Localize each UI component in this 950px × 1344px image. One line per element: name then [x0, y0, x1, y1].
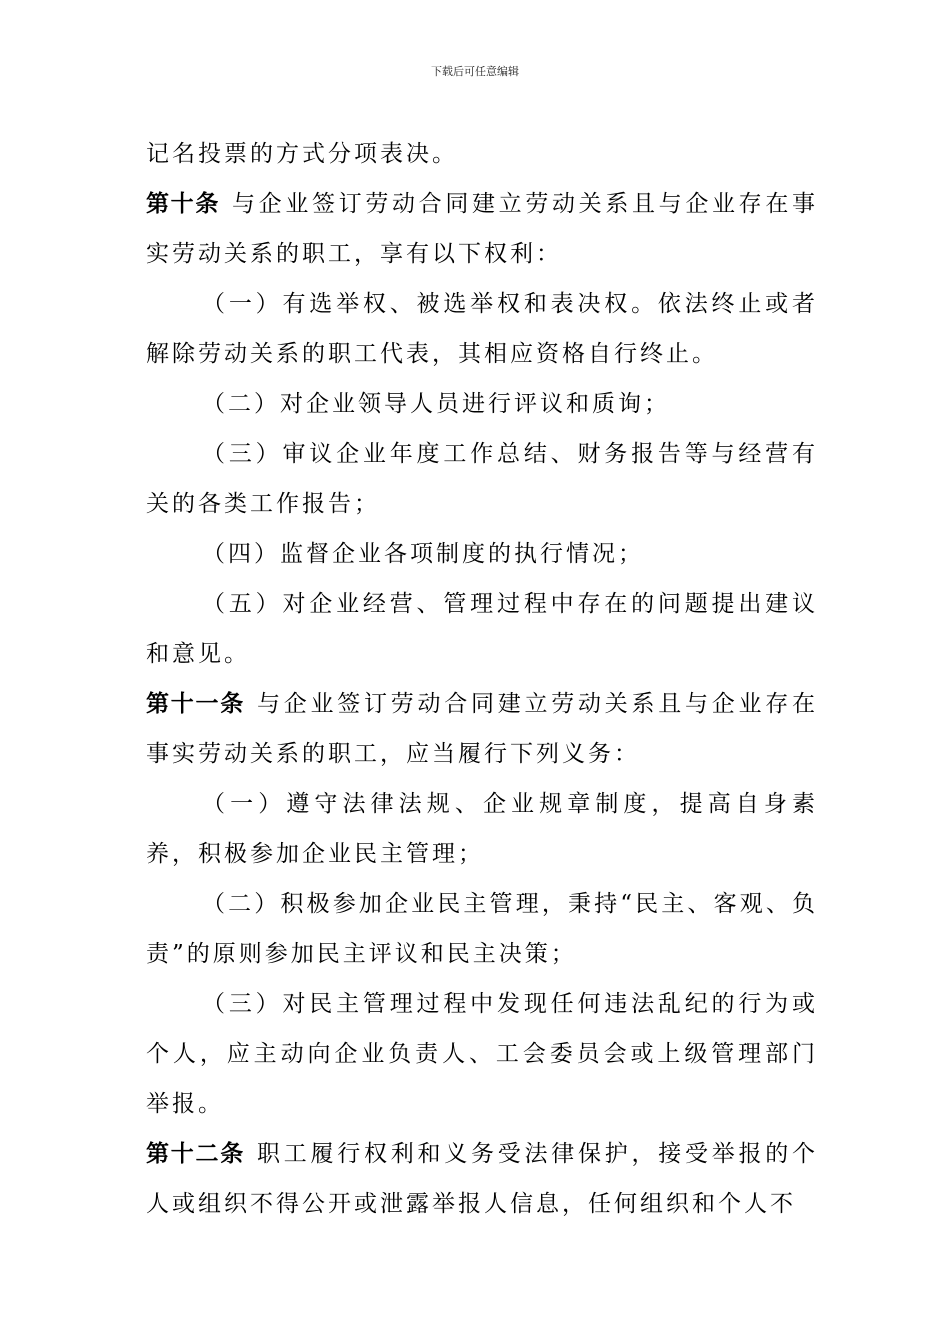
article-10-item-4	[146, 529, 818, 579]
article-10-item-2	[146, 379, 818, 429]
article-text: 职工履行权利和义务受法律保护，接受举报的个人或组织不得公开或泄露举报人信息，任何组织和个人不	[146, 1141, 818, 1217]
article-10-item-1	[146, 279, 818, 379]
article-12	[146, 1129, 818, 1229]
document-body	[146, 129, 818, 1229]
page-header-note: 下载后可任意编辑	[431, 65, 519, 78]
article-text: 与企业签订劳动合同建立劳动关系且与企业存在事实劳动关系的职工，享有以下权利：	[146, 191, 818, 267]
item-text: （一）遵守法律法规、企业规章制度，提高自身素养，积极参加企业民主管理；	[146, 791, 818, 867]
article-11-item-1	[146, 779, 818, 879]
item-text: （二）积极参加企业民主管理，秉持“民主、客观、负责”的原则参加民主评议和民主决策；	[146, 891, 818, 967]
article-text: 与企业签订劳动合同建立劳动关系且与企业存在事实劳动关系的职工，应当履行下列义务：	[146, 691, 818, 767]
item-text: （一）有选举权、被选举权和表决权。依法终止或者解除劳动关系的职工代表，其相应资格自行终止。	[146, 291, 818, 367]
paragraph-continuation	[146, 129, 818, 179]
article-11	[146, 679, 818, 779]
article-label: 第十一条	[146, 691, 245, 717]
item-text: （五）对企业经营、管理过程中存在的问题提出建议和意见。	[146, 591, 818, 667]
item-text: （二）对企业领导人员进行评议和质询；	[202, 391, 670, 417]
item-text: （四）监督企业各项制度的执行情况；	[202, 541, 644, 567]
article-label: 第十二条	[146, 1141, 245, 1167]
article-11-item-3	[146, 979, 818, 1129]
article-label: 第十条	[146, 191, 220, 217]
article-10-item-5	[146, 579, 818, 679]
article-10-item-3	[146, 429, 818, 529]
item-text: （三）对民主管理过程中发现任何违法乱纪的行为或个人，应主动向企业负责人、工会委员会或上级管理部门举报。	[146, 991, 818, 1117]
article-10	[146, 179, 818, 279]
article-11-item-2	[146, 879, 818, 979]
paragraph-text: 记名投票的方式分项表决。	[146, 141, 458, 167]
item-text: （三）审议企业年度工作总结、财务报告等与经营有关的各类工作报告；	[146, 441, 818, 517]
